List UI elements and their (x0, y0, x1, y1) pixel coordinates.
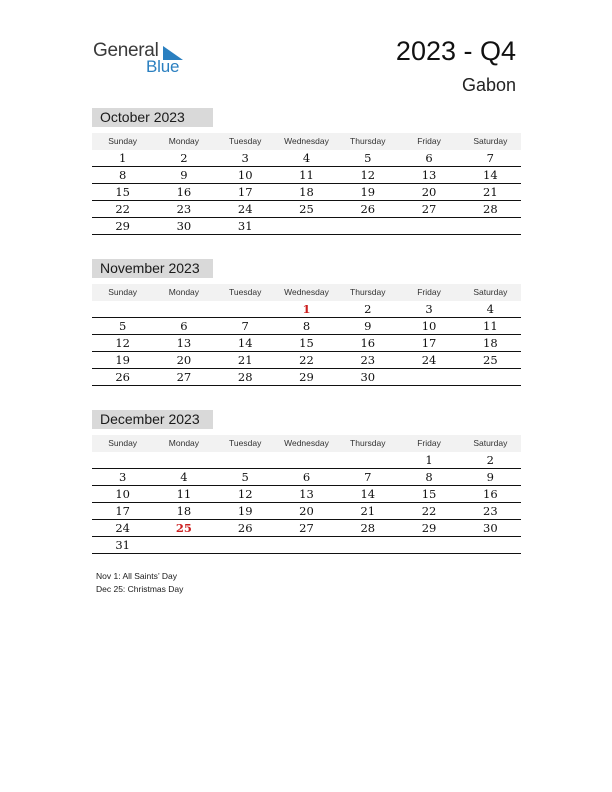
month-label: October 2023 (92, 108, 213, 127)
weekday-label: Tuesday (229, 438, 262, 448)
empty-day-cell (92, 452, 153, 468)
day-cell: 14 (360, 487, 376, 501)
week-rows (92, 301, 521, 386)
day-cell: 10 (237, 168, 253, 182)
empty-day-cell (153, 537, 214, 553)
day-cell: 2 (486, 453, 494, 467)
empty-day-cell (398, 218, 459, 234)
day-cell: 29 (421, 521, 437, 535)
weekday-label: Wednesday (284, 438, 329, 448)
day-cell: 11 (176, 487, 192, 501)
week-row (92, 150, 521, 167)
weekday-label: Friday (417, 136, 441, 146)
day-cell: 23 (360, 353, 376, 367)
week-row (92, 352, 521, 369)
day-cell: 27 (176, 370, 192, 384)
day-cell: 7 (364, 470, 372, 484)
day-cell: 6 (180, 319, 188, 333)
empty-day-cell (276, 452, 337, 468)
day-cell: 7 (486, 151, 494, 165)
day-cell: 31 (237, 219, 253, 233)
day-cell: 29 (115, 219, 130, 233)
day-cell: 24 (115, 521, 130, 535)
empty-day-cell (337, 452, 398, 468)
day-cell: 10 (421, 319, 437, 333)
week-rows (92, 452, 521, 554)
day-cell: 25 (483, 353, 498, 367)
day-cell: 11 (483, 319, 498, 333)
month-november (92, 259, 521, 386)
empty-day-cell (398, 537, 459, 553)
logo-blue-text: Blue (146, 57, 180, 76)
day-cell: 27 (421, 202, 437, 216)
week-row (92, 201, 521, 218)
day-cell: 15 (115, 185, 130, 199)
weekday-label: Thursday (350, 438, 386, 448)
day-cell: 3 (425, 302, 433, 316)
weekday-label: Friday (417, 287, 441, 297)
day-cell: 11 (299, 168, 314, 182)
day-cell: 3 (241, 151, 249, 165)
day-cell: 26 (360, 202, 376, 216)
weekday-label: Sunday (108, 136, 138, 146)
empty-day-cell (153, 452, 214, 468)
weekday-label: Thursday (350, 136, 386, 146)
day-cell: 13 (176, 336, 192, 350)
day-cell: 28 (483, 202, 498, 216)
week-row (92, 218, 521, 235)
weekday-label: Monday (168, 438, 200, 448)
day-cell: 2 (364, 302, 372, 316)
week-row (92, 318, 521, 335)
day-cell: 17 (237, 185, 253, 199)
weekday-label: Wednesday (284, 287, 329, 297)
day-cell: 17 (115, 504, 130, 518)
empty-day-cell (276, 537, 337, 553)
weekday-label: Thursday (350, 287, 386, 297)
week-row (92, 167, 521, 184)
day-cell: 25 (299, 202, 314, 216)
day-cell: 13 (299, 487, 314, 501)
day-cell: 21 (360, 504, 376, 518)
day-cell: 5 (118, 319, 127, 333)
day-cell: 8 (118, 168, 127, 182)
empty-day-cell (215, 452, 276, 468)
weekday-header (92, 435, 521, 452)
day-cell: 15 (299, 336, 314, 350)
day-cell: 19 (237, 504, 253, 518)
day-cell: 14 (237, 336, 253, 350)
day-cell: 6 (425, 151, 433, 165)
week-row (92, 301, 521, 318)
week-rows (92, 150, 521, 235)
day-cell: 25 (175, 521, 192, 535)
day-cell: 12 (360, 168, 376, 182)
weekday-label: Sunday (108, 438, 138, 448)
empty-day-cell (460, 369, 521, 385)
day-cell: 15 (421, 487, 437, 501)
day-cell: 26 (115, 370, 130, 384)
week-row (92, 452, 521, 469)
day-cell: 19 (115, 353, 130, 367)
weekday-header (92, 284, 521, 301)
day-cell: 31 (115, 538, 130, 552)
month-label: December 2023 (92, 410, 213, 429)
day-cell: 7 (241, 319, 249, 333)
empty-day-cell (337, 218, 398, 234)
day-cell: 18 (176, 504, 192, 518)
month-october (92, 108, 521, 235)
weekday-label: Saturday (473, 136, 508, 146)
day-cell: 13 (421, 168, 437, 182)
country-name: Gabon (461, 75, 516, 95)
empty-day-cell (153, 301, 214, 317)
day-cell: 4 (180, 470, 188, 484)
weekday-label: Saturday (473, 287, 508, 297)
day-cell: 30 (176, 219, 192, 233)
weekday-label: Wednesday (284, 136, 329, 146)
day-cell: 20 (421, 185, 437, 199)
day-cell: 9 (364, 319, 372, 333)
day-cell: 21 (483, 185, 498, 199)
weekday-label: Sunday (108, 287, 138, 297)
day-cell: 28 (237, 370, 253, 384)
day-cell: 12 (237, 487, 253, 501)
month-label: November 2023 (92, 259, 213, 278)
week-row (92, 369, 521, 386)
logo (93, 40, 193, 80)
empty-day-cell (215, 537, 276, 553)
day-cell: 4 (302, 151, 311, 165)
month-december (92, 410, 521, 554)
day-cell: 22 (421, 504, 437, 518)
day-cell: 23 (176, 202, 192, 216)
day-cell: 2 (180, 151, 188, 165)
day-cell: 1 (425, 453, 433, 467)
day-cell: 3 (118, 470, 127, 484)
empty-day-cell (460, 218, 521, 234)
week-row (92, 184, 521, 201)
day-cell: 17 (421, 336, 437, 350)
day-cell: 30 (483, 521, 498, 535)
day-cell: 8 (302, 319, 311, 333)
page-title: 2023 - Q4 (395, 36, 516, 66)
empty-day-cell (337, 537, 398, 553)
week-row (92, 537, 521, 554)
day-cell: 29 (299, 370, 314, 384)
day-cell: 14 (483, 168, 498, 182)
empty-day-cell (398, 369, 459, 385)
day-cell: 12 (115, 336, 130, 350)
day-cell: 27 (299, 521, 314, 535)
day-cell: 16 (176, 185, 192, 199)
day-cell: 20 (299, 504, 314, 518)
holiday-note: Dec 25: Christmas Day (96, 584, 184, 594)
day-cell: 24 (421, 353, 437, 367)
day-cell: 16 (483, 487, 498, 501)
day-cell: 26 (237, 521, 253, 535)
day-cell: 23 (483, 504, 498, 518)
weekday-header (92, 133, 521, 150)
day-cell: 30 (360, 370, 376, 384)
weekday-label: Tuesday (229, 287, 262, 297)
day-cell: 18 (299, 185, 314, 199)
day-cell: 21 (237, 353, 253, 367)
day-cell: 1 (302, 302, 311, 316)
day-cell: 24 (237, 202, 253, 216)
day-cell: 5 (364, 151, 372, 165)
week-row (92, 503, 521, 520)
holiday-notes (96, 570, 183, 596)
weekday-label: Tuesday (229, 136, 262, 146)
day-cell: 1 (118, 151, 127, 165)
day-cell: 20 (176, 353, 192, 367)
empty-day-cell (215, 301, 276, 317)
day-cell: 9 (180, 168, 188, 182)
day-cell: 10 (115, 487, 130, 501)
weekday-label: Saturday (473, 438, 508, 448)
empty-day-cell (276, 218, 337, 234)
weekday-label: Monday (168, 136, 200, 146)
day-cell: 8 (425, 470, 433, 484)
day-cell: 22 (299, 353, 314, 367)
week-row (92, 520, 521, 537)
week-row (92, 335, 521, 352)
holiday-note: Nov 1: All Saints’ Day (96, 571, 177, 581)
day-cell: 5 (241, 470, 249, 484)
day-cell: 6 (302, 470, 311, 484)
day-cell: 19 (360, 185, 376, 199)
day-cell: 18 (483, 336, 498, 350)
day-cell: 28 (360, 521, 376, 535)
weekday-label: Friday (417, 438, 441, 448)
day-cell: 4 (486, 302, 494, 316)
week-row (92, 486, 521, 503)
logo-general-text: General (93, 40, 159, 61)
day-cell: 16 (360, 336, 376, 350)
weekday-label: Monday (168, 287, 200, 297)
empty-day-cell (92, 301, 153, 317)
empty-day-cell (460, 537, 521, 553)
day-cell: 9 (486, 470, 494, 484)
week-row (92, 469, 521, 486)
day-cell: 22 (115, 202, 130, 216)
